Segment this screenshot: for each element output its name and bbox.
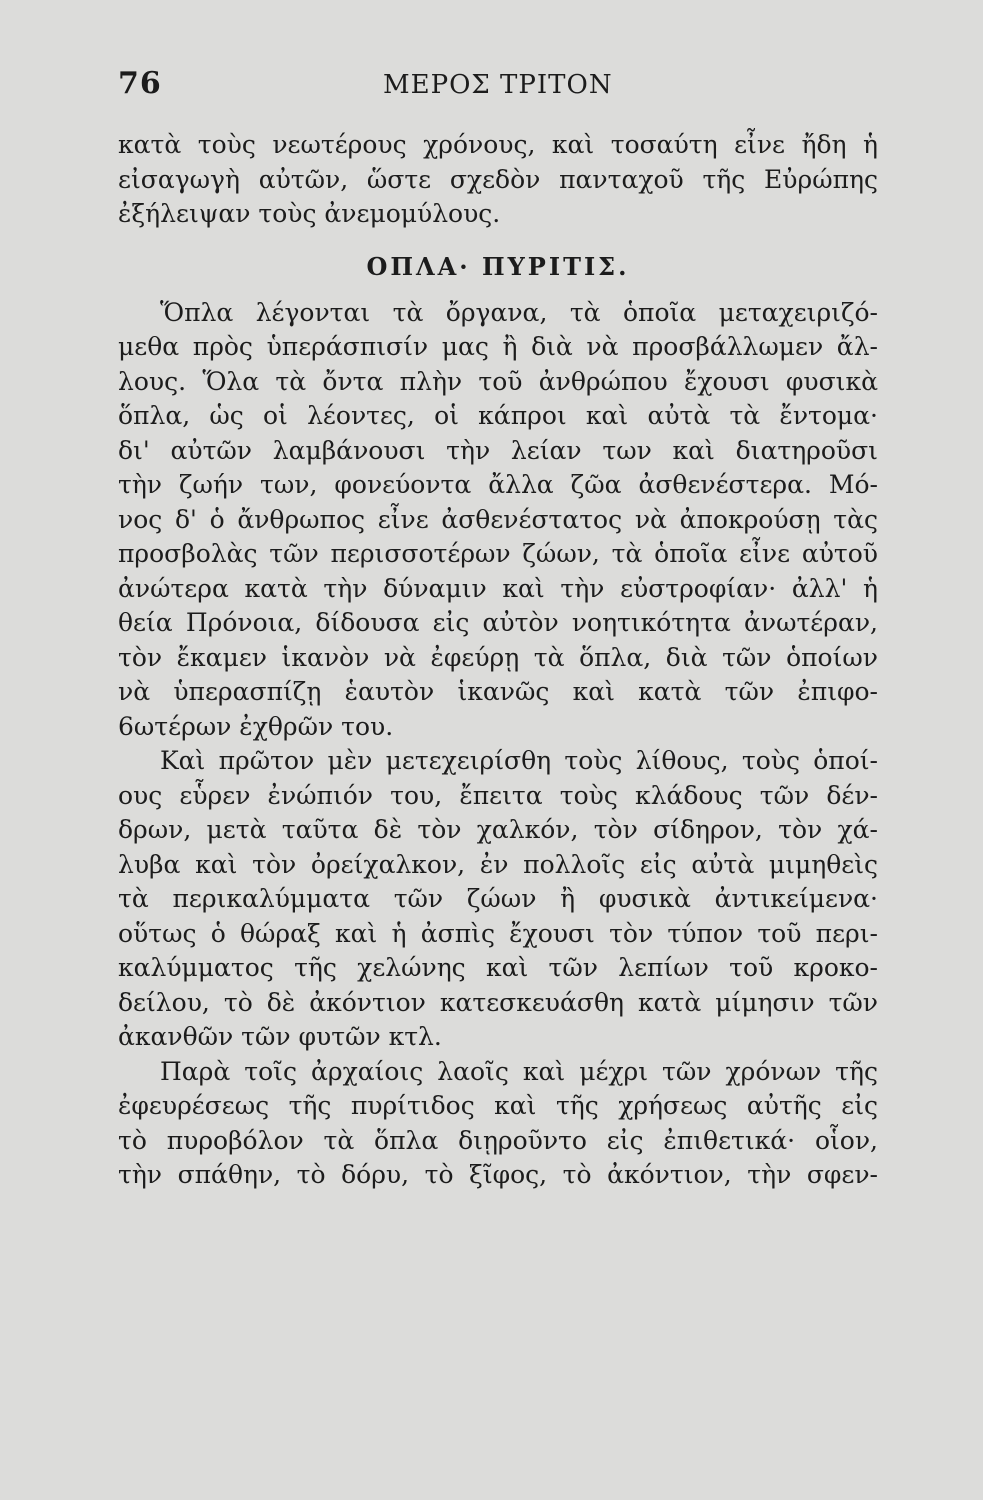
paragraph-4 bbox=[118, 1055, 878, 1193]
page-header bbox=[118, 66, 878, 110]
text-line: ἀκανθῶν τῶν φυτῶν κτλ. bbox=[118, 1022, 442, 1051]
paragraph-1 bbox=[118, 128, 878, 232]
text-line: ἐφευρέσεως τῆς πυρίτιδος καὶ τῆς χρήσεως αὐτῆς εἰς bbox=[118, 1091, 878, 1120]
text-line: ἐξήλειψαν τοὺς ἀνεμομύλους. bbox=[118, 199, 501, 228]
text-line: 6ωτέρων ἐχθρῶν του. bbox=[118, 711, 394, 741]
text-line: κατὰ τοὺς νεωτέρους χρόνους, καὶ τοσαύτη εἶνε ἤδη ἡ bbox=[118, 130, 878, 159]
text-line: τὴν σπάθην, τὸ δόρυ, τὸ ξῖφος, τὸ ἀκόντιον, τὴν σφεν- bbox=[118, 1160, 878, 1189]
text-line: λους. Ὅλα τὰ ὄντα πλὴν τοῦ ἀνθρώπου ἔχουσι φυσικὰ bbox=[118, 366, 878, 396]
running-title: ΜΕΡΟΣ ΤΡΙΤΟΝ bbox=[383, 70, 613, 100]
text-line: ὅπλα, ὡς οἱ λέοντες, οἱ κάπροι καὶ αὐτὰ τὰ ἔντομα· bbox=[118, 401, 878, 430]
text-line: τὰ περικαλύμματα τῶν ζώων ἢ φυσικὰ ἀντικείμενα· bbox=[118, 884, 878, 913]
text-line: προσβολὰς τῶν περισσοτέρων ζώων, τὰ ὁποῖα εἶνε αὐτοῦ bbox=[118, 539, 878, 568]
page-number: 76 bbox=[118, 66, 162, 101]
text-line: οὕτως ὁ θώραξ καὶ ἡ ἀσπὶς ἔχουσι τὸν τύπον τοῦ περι- bbox=[118, 918, 878, 948]
text-line: μεθα πρὸς ὑπεράσπισίν μας ἢ διὰ νὰ προσβάλλωμεν ἄλ- bbox=[118, 332, 878, 361]
page-body bbox=[118, 128, 878, 1193]
text-line: τὸν ἔκαμεν ἱκανὸν νὰ ἐφεύρῃ τὰ ὅπλα, διὰ τῶν ὁποίων bbox=[118, 642, 878, 672]
text-line: εἰσαγωγὴ αὐτῶν, ὥστε σχεδὸν πανταχοῦ τῆς Εὐρώπης bbox=[118, 164, 878, 194]
text-line: ους εὗρεν ἐνώπιόν του, ἔπειτα τοὺς κλάδους τῶν δέν- bbox=[118, 780, 878, 810]
text-line: δι' αὐτῶν λαμβάνουσι τὴν λείαν των καὶ διατηροῦσι bbox=[118, 435, 878, 465]
text-line: δρων, μετὰ ταῦτα δὲ τὸν χαλκόν, τὸν σίδηρον, τὸν χά- bbox=[118, 815, 878, 844]
text-line: τὸ πυροβόλον τὰ ὅπλα διῃροῦντο εἰς ἐπιθετικά· οἷον, bbox=[118, 1125, 878, 1155]
text-line: Ὅπλα λέγονται τὰ ὄργανα, τὰ ὁποῖα μεταχειριζό- bbox=[160, 297, 878, 327]
text-line: καλύμματος τῆς χελώνης καὶ τῶν λεπίων τοῦ κροκο- bbox=[118, 953, 878, 982]
text-line: λυβα καὶ τὸν ὀρείχαλκον, ἐν πολλοῖς εἰς αὐτὰ μιμηθεὶς bbox=[118, 849, 878, 879]
text-line: Καὶ πρῶτον μὲν μετεχειρίσθη τοὺς λίθους, τοὺς ὁποί- bbox=[160, 746, 878, 775]
text-line: δείλου, τὸ δὲ ἀκόντιον κατεσκευάσθη κατὰ μίμησιν τῶν bbox=[118, 987, 878, 1017]
text-line: ἀνώτερα κατὰ τὴν δύναμιν καὶ τὴν εὐστροφίαν· ἀλλ' ἡ bbox=[118, 573, 878, 603]
text-line: τὴν ζωήν των, φονεύοντα ἄλλα ζῶα ἀσθενέστερα. Μό- bbox=[118, 470, 878, 499]
paragraph-3 bbox=[118, 744, 878, 1055]
text-line: νος δ' ὁ ἄνθρωπος εἶνε ἀσθενέστατος νὰ ἀποκρούσῃ τὰς bbox=[118, 504, 878, 534]
section-heading: ΟΠΛΑ· ΠΥΡΙΤΙΣ. bbox=[366, 251, 630, 281]
text-line: θεία Πρόνοια, δίδουσα εἰς αὐτὸν νοητικότητα ἀνωτέραν, bbox=[118, 608, 878, 637]
paragraph-2 bbox=[118, 296, 878, 745]
text-line: Παρὰ τοῖς ἀρχαίοις λαοῖς καὶ μέχρι τῶν χρόνων τῆς bbox=[160, 1056, 878, 1086]
text-line: νὰ ὑπερασπίζῃ ἑαυτὸν ἱκανῶς καὶ κατὰ τῶν ἐπιφο- bbox=[118, 677, 878, 706]
